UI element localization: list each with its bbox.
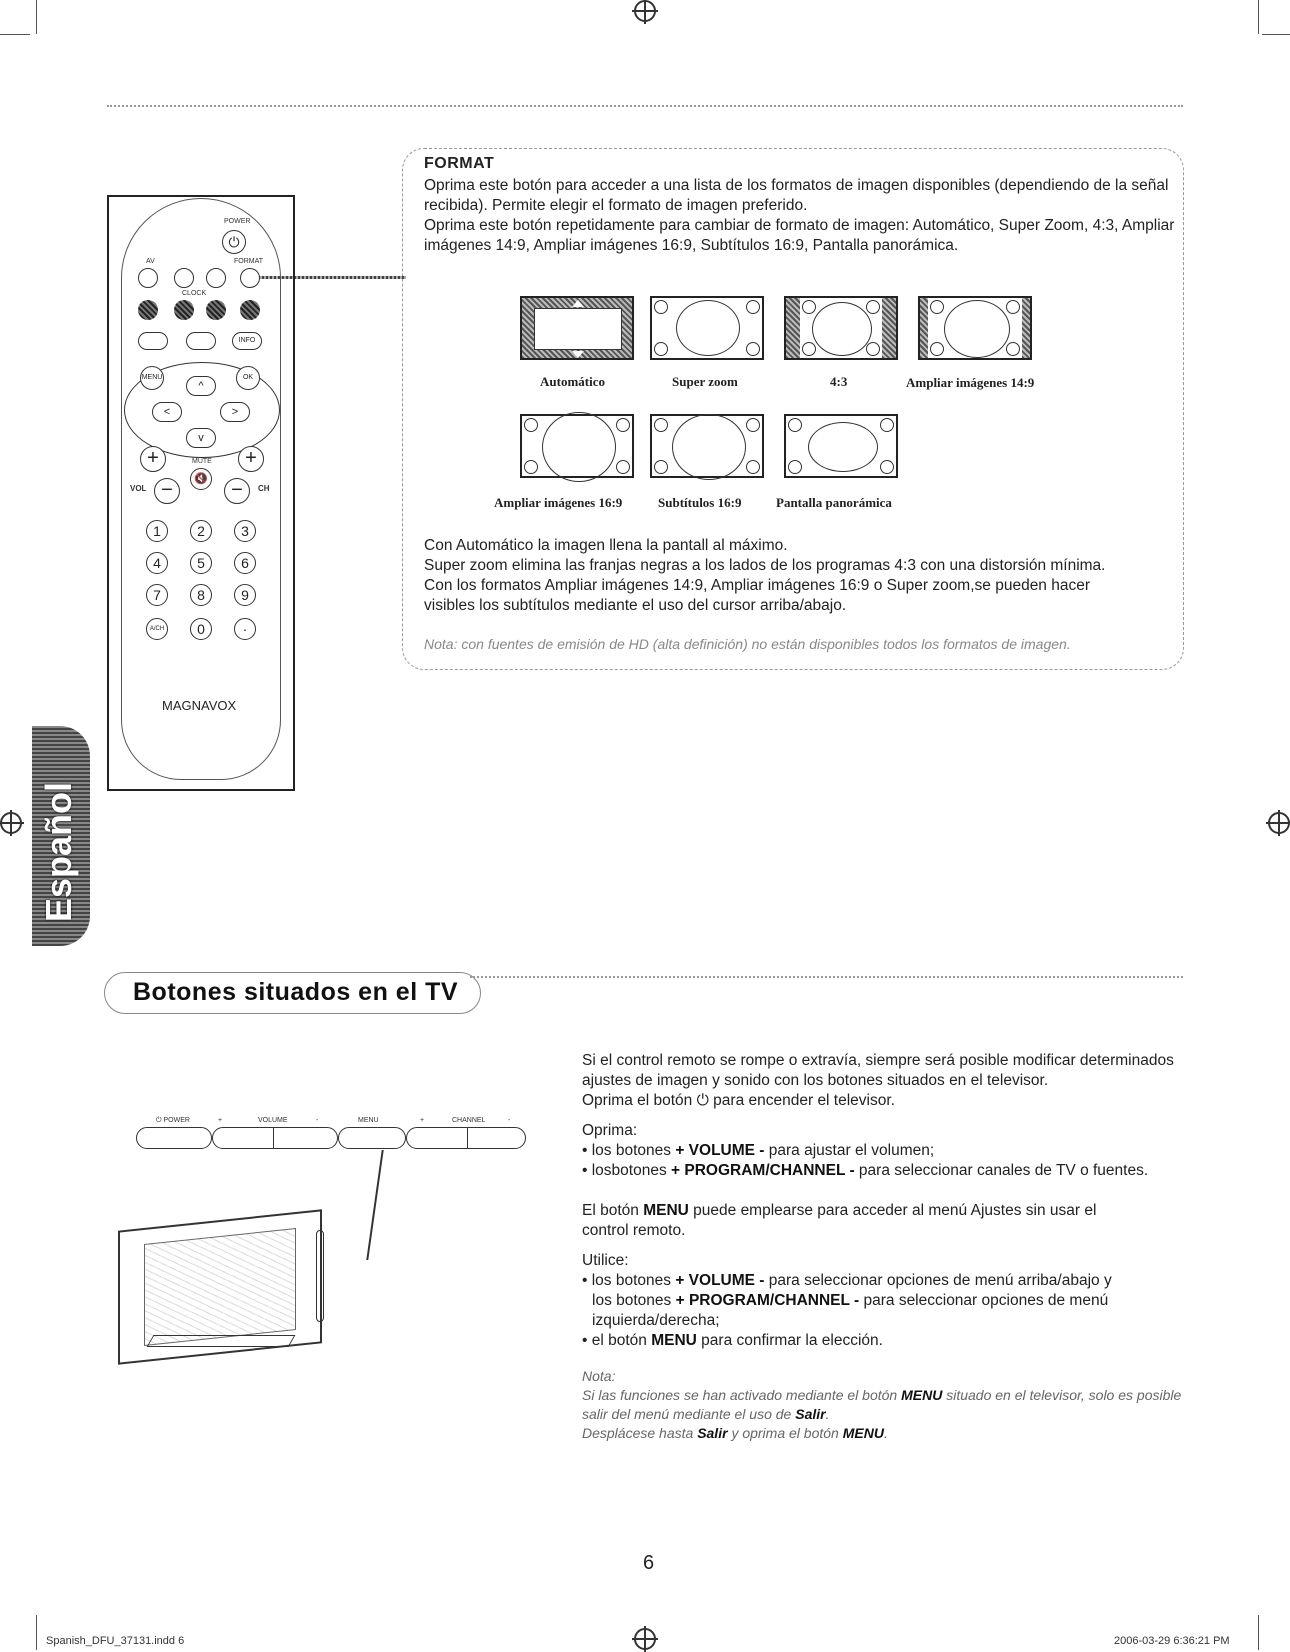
- tv-volume-button[interactable]: [212, 1127, 338, 1149]
- utilice-menu: • el botón MENU para confirmar la elección.: [582, 1332, 883, 1349]
- format-label: 4:3: [830, 374, 848, 389]
- mute-button[interactable]: 🔇: [190, 468, 212, 490]
- remote-label-ch: CH: [258, 484, 270, 493]
- note-body-2: Desplácese hasta Salir y oprima el botón MENU.: [582, 1425, 888, 1441]
- bullet-channel: • losbotones + PROGRAM/CHANNEL - para seleccionar canales de TV o fuentes.: [582, 1162, 1149, 1179]
- bullet-volume: • los botones + VOLUME - para ajustar el volumen;: [582, 1142, 935, 1159]
- registration-mark-icon: [634, 0, 656, 22]
- registration-mark-icon: [0, 812, 22, 834]
- crop-mark: [36, 0, 37, 34]
- digit-button-3[interactable]: 3: [234, 520, 256, 542]
- format-label: Automático: [540, 374, 605, 389]
- intro-paragraph: Si el control remoto se rompe o extravía, siempre será posible modificar determinados ajustes de imagen y sonido con los botones situados en el televisor.: [582, 1052, 1174, 1089]
- color-button-blue[interactable]: [240, 300, 260, 320]
- format-label: Subtítulos 16:9: [658, 495, 742, 510]
- digit-button-4[interactable]: 4: [146, 552, 168, 574]
- language-tab: [32, 726, 90, 946]
- remote-label-clock: CLOCK: [182, 290, 207, 297]
- crop-mark: [36, 1615, 37, 1650]
- digit-button-2[interactable]: 2: [190, 520, 212, 542]
- digit-button-5[interactable]: 5: [190, 552, 212, 574]
- tv-label-ch-minus: -: [508, 1117, 511, 1124]
- format-thumb-super-zoom: [650, 296, 764, 360]
- tv-label-power: ⏻ POWER: [156, 1117, 190, 1124]
- color-button-green[interactable]: [174, 300, 194, 320]
- divider: [470, 976, 1183, 978]
- remote-label-av: AV: [146, 258, 155, 265]
- section-heading: Botones situados en el TV: [133, 978, 459, 1006]
- remote-button[interactable]: [174, 268, 194, 288]
- footer-file: Spanish_DFU_37131.indd 6: [46, 1635, 185, 1647]
- registration-mark-icon: [1268, 812, 1290, 834]
- tv-label-vol-minus: -: [316, 1117, 319, 1124]
- tv-side-buttons: [316, 1230, 324, 1322]
- digit-button-6[interactable]: 6: [234, 552, 256, 574]
- volume-up-button[interactable]: +: [140, 446, 166, 472]
- power-button[interactable]: ⏻: [222, 230, 246, 254]
- crop-mark: [1262, 34, 1290, 35]
- tv-menu-button[interactable]: [338, 1127, 406, 1149]
- format-note: Nota: con fuentes de emisión de HD (alta definición) no están disponibles todos los formatos de imagen.: [424, 636, 1071, 652]
- format-label: Super zoom: [672, 374, 738, 389]
- tv-label-ch-plus: +: [420, 1117, 425, 1124]
- page-number: 6: [643, 1552, 655, 1574]
- arrow-down-button[interactable]: v: [186, 428, 216, 448]
- oprima-heading: Oprima:: [582, 1122, 638, 1139]
- format-thumb-ampliar-14-9: [918, 296, 1032, 360]
- menu-paragraph: El botón MENU puede emplearse para acceder al menú Ajustes sin usar el control remoto.: [582, 1202, 1097, 1239]
- channel-down-button[interactable]: −: [224, 478, 250, 504]
- registration-mark-icon: [634, 1628, 656, 1650]
- channel-up-button[interactable]: +: [238, 446, 264, 472]
- format-thumb-4-3: [784, 296, 898, 360]
- digit-button-7[interactable]: 7: [146, 584, 168, 606]
- remote-button[interactable]: [138, 332, 168, 350]
- remote-button[interactable]: [186, 332, 216, 350]
- divider: [107, 105, 1183, 107]
- dot-button[interactable]: ·: [234, 618, 256, 640]
- note-body-1: Si las funciones se han activado mediante el botón MENU situado en el televisor, solo es posible salir del menú mediante el uso de Salir.: [582, 1387, 1182, 1422]
- color-button-red[interactable]: [138, 300, 158, 320]
- remote-label-power: POWER: [224, 218, 251, 225]
- format-thumb-panoramica: [784, 414, 898, 478]
- crop-mark: [1258, 0, 1259, 34]
- crop-mark: [1258, 1615, 1259, 1650]
- utilice-heading: Utilice:: [582, 1252, 629, 1269]
- format-button[interactable]: [240, 268, 260, 288]
- remote-button[interactable]: [206, 268, 226, 288]
- utilice-channel: los botones + PROGRAM/CHANNEL - para seleccionar opciones de menú izquierda/derecha;: [592, 1292, 1109, 1329]
- tv-label-menu: MENU: [358, 1117, 379, 1124]
- tv-label-volume: VOLUME: [258, 1117, 288, 1124]
- format-desc-3: Con los formatos Ampliar imágenes 14:9, Ampliar imágenes 16:9 o Super zoom,se pueden hacer visibles los subtítulos mediante el uso del cursor arriba/abajo.: [424, 577, 1091, 614]
- ok-button[interactable]: OK: [236, 366, 260, 390]
- menu-button[interactable]: MENU: [140, 366, 164, 390]
- info-button[interactable]: INFO: [232, 332, 262, 350]
- digit-button-9[interactable]: 9: [234, 584, 256, 606]
- callout-line: [366, 1150, 383, 1260]
- power-instruction: Oprima el botón ⏻ para encender el televisor.: [582, 1092, 895, 1109]
- tv-label-vol-plus: +: [218, 1117, 223, 1124]
- format-desc-2: Super zoom elimina las franjas negras a los lados de los programas 4:3 con una distorsión mínima.: [424, 557, 1106, 574]
- tv-stand: [147, 1335, 296, 1347]
- tv-channel-button[interactable]: [406, 1127, 526, 1149]
- remote-label-vol: VOL: [130, 484, 147, 493]
- remote-label-format: FORMAT: [234, 258, 264, 265]
- digit-button-8[interactable]: 8: [190, 584, 212, 606]
- format-label: Pantalla panorámica: [776, 495, 892, 510]
- language-tab-label: Español: [38, 781, 79, 922]
- note-title: Nota:: [582, 1368, 616, 1384]
- format-title: FORMAT: [424, 155, 495, 172]
- format-paragraph-2: Oprima este botón repetidamente para cambiar de formato de imagen: Automático, Super Zoom, 4:3, Ampliar imágenes 14:9, Ampliar imágenes 16:9, Subtítulos 16:9, Pantalla panorámica.: [424, 217, 1175, 254]
- format-thumb-automatico: [520, 296, 634, 360]
- utilice-volume: • los botones + VOLUME - para seleccionar opciones de menú arriba/abajo y: [582, 1272, 1112, 1289]
- arrow-left-button[interactable]: <: [152, 402, 182, 422]
- digit-button-0[interactable]: 0: [190, 618, 212, 640]
- tv-power-button[interactable]: [136, 1127, 212, 1149]
- arrow-right-button[interactable]: >: [220, 402, 250, 422]
- remote-brand: MAGNAVOX: [162, 698, 237, 713]
- footer-timestamp: 2006-03-29 6:36:21 PM: [1114, 1635, 1230, 1647]
- arrow-up-button[interactable]: ^: [186, 376, 216, 396]
- format-label: Ampliar imágenes 16:9: [494, 495, 623, 510]
- tv-label-channel: CHANNEL: [452, 1117, 486, 1124]
- remote-label-mute: MUTE: [192, 458, 212, 465]
- format-thumb-subtitulos-16-9: [650, 414, 764, 478]
- volume-down-button[interactable]: −: [154, 478, 180, 504]
- crop-mark: [0, 34, 30, 35]
- av-button[interactable]: [138, 268, 158, 288]
- digit-button-1[interactable]: 1: [146, 520, 168, 542]
- color-button-yellow[interactable]: [206, 300, 226, 320]
- format-label: Ampliar imágenes 14:9: [906, 375, 1035, 390]
- format-paragraph-1: Oprima este botón para acceder a una lista de los formatos de imagen disponibles (dependiendo de la señal recibida). Permite elegir el formato de imagen preferido.: [424, 177, 1169, 214]
- format-thumb-ampliar-16-9: [520, 414, 634, 478]
- format-desc-1: Con Automático la imagen llena la pantall al máximo.: [424, 537, 788, 554]
- a-ch-button[interactable]: A/CH: [146, 618, 168, 640]
